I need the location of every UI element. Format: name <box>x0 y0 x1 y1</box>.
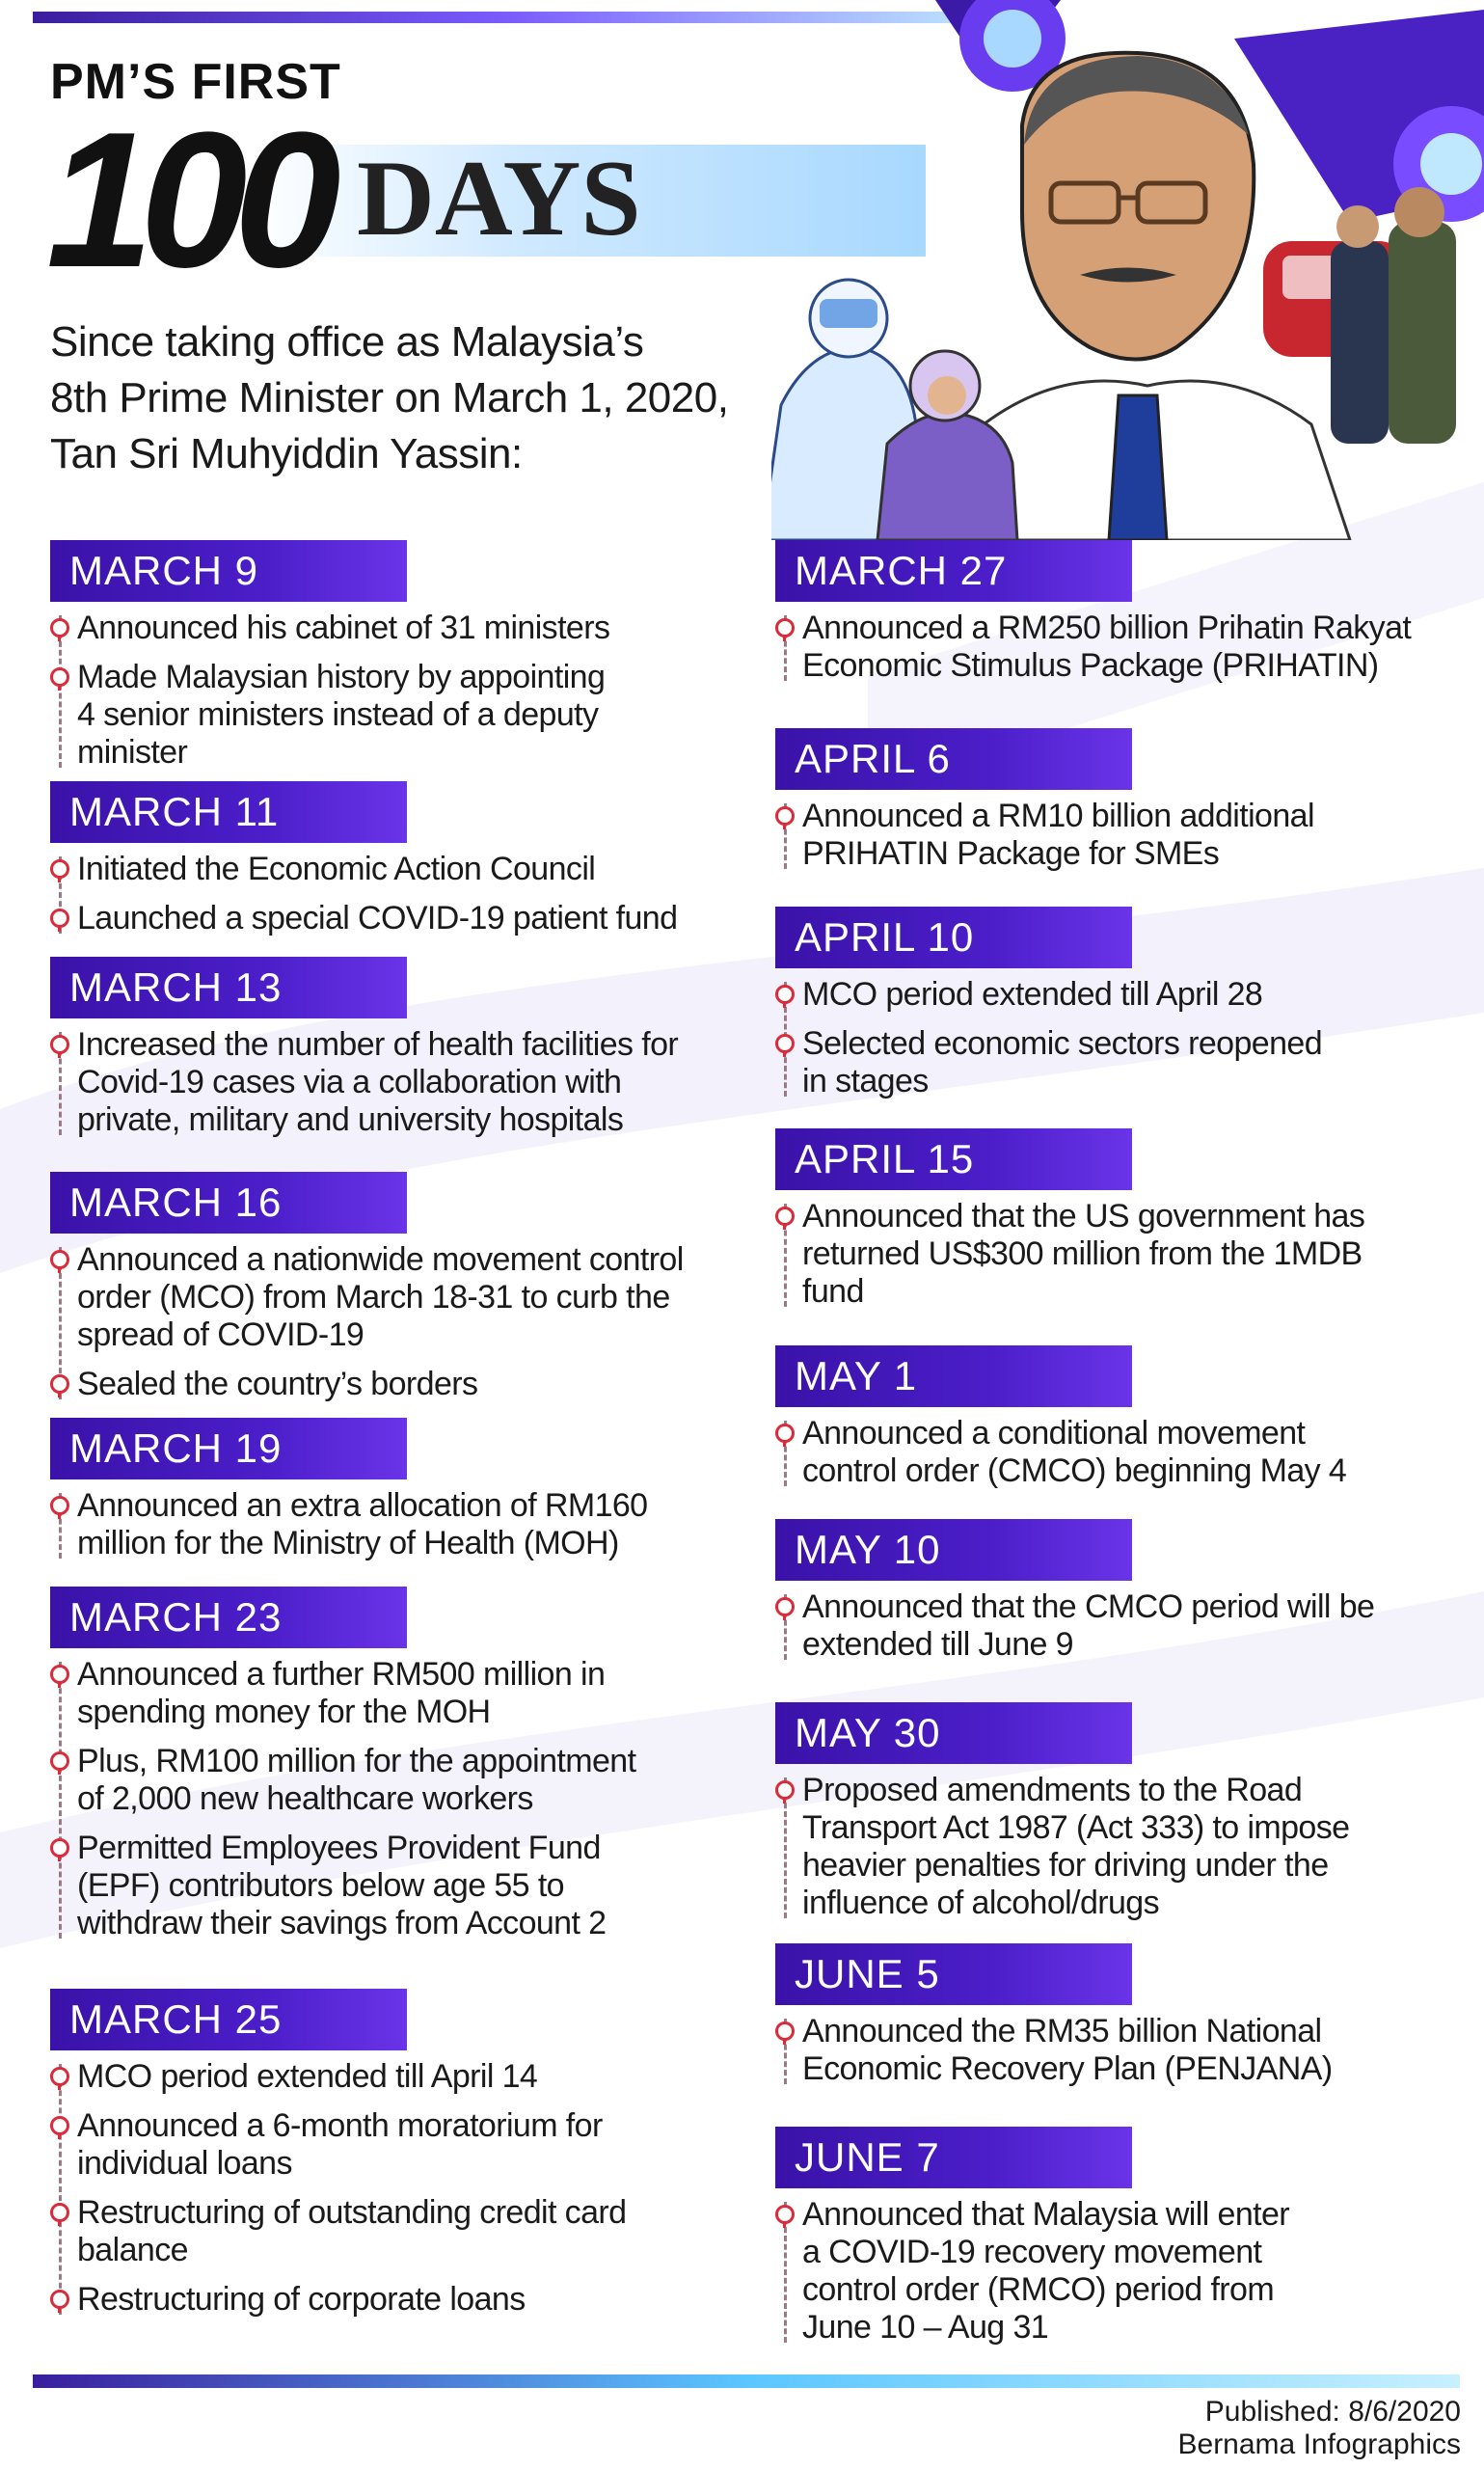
timeline-entry <box>50 1989 744 2330</box>
location-pin-icon <box>50 1665 69 1684</box>
date-label: MARCH 11 <box>50 781 407 843</box>
location-pin-icon <box>50 1035 69 1054</box>
location-pin-icon <box>50 618 69 638</box>
location-pin-icon <box>50 2116 69 2135</box>
event-text: Announced a RM10 billion additional PRIHATIN Package for SMEs <box>802 798 1314 872</box>
event-list <box>50 1234 744 1403</box>
location-pin-icon <box>775 1424 795 1443</box>
event-text: Launched a special COVID-19 patient fund <box>77 900 678 936</box>
event-list <box>775 1581 1470 1664</box>
event-text: Announced that Malaysia will enter a COVID-19 recovery movement control order (RMCO) period from June 10 – Aug 31 <box>802 2196 1290 2346</box>
published-date: Published: 8/6/2020 <box>1204 2396 1461 2428</box>
timeline-entry <box>775 1128 1470 1322</box>
event-item <box>50 851 744 888</box>
date-label: MARCH 13 <box>50 957 407 1018</box>
event-list <box>775 1407 1470 1490</box>
event-text: Proposed amendments to the Road Transport Act 1987 (Act 333) to impose heavier penalties for driving under the influence of alcohol/drugs <box>802 1772 1350 1921</box>
event-item <box>50 1026 744 1139</box>
title-small: PM’S FIRST <box>50 54 341 110</box>
date-label: MARCH 27 <box>775 540 1132 602</box>
event-item <box>775 798 1470 873</box>
timeline-entry <box>775 1519 1470 1675</box>
event-item <box>50 900 744 937</box>
event-text: Announced that the US government has returned US$300 million from the 1MDB fund <box>802 1198 1365 1310</box>
location-pin-icon <box>775 618 795 638</box>
intro-line: 8th Prime Minister on March 1, 2020, <box>50 374 729 421</box>
bottom-accent-bar <box>33 2374 1460 2388</box>
event-text: Plus, RM100 million for the appointment of 2,000 new healthcare workers <box>77 1743 636 1817</box>
date-label: MARCH 23 <box>50 1587 407 1648</box>
event-item <box>50 2194 744 2269</box>
date-label: MAY 10 <box>775 1519 1132 1581</box>
event-item <box>775 976 1470 1014</box>
location-pin-icon <box>775 1034 795 1053</box>
event-text: Announced a conditional movement control order (CMCO) beginning May 4 <box>802 1415 1347 1489</box>
date-label: MARCH 19 <box>50 1418 407 1479</box>
timeline-entry <box>775 1943 1470 2100</box>
timeline-entry <box>775 728 1470 884</box>
event-text: Announced a 6-month moratorium for individual loans <box>77 2107 603 2182</box>
event-list <box>775 602 1470 685</box>
event-item <box>50 659 744 772</box>
intro-line: Since taking office as Malaysia’s <box>50 318 644 366</box>
event-list <box>50 843 744 937</box>
event-item <box>50 1366 744 1403</box>
event-list <box>50 2050 744 2319</box>
event-list <box>775 1764 1470 1922</box>
location-pin-icon <box>50 1496 69 1515</box>
event-item <box>775 1772 1470 1922</box>
location-pin-icon <box>775 1207 795 1226</box>
event-text: MCO period extended till April 28 <box>802 976 1263 1013</box>
event-list <box>50 1648 744 1942</box>
event-item <box>775 1198 1470 1311</box>
location-pin-icon <box>50 1838 69 1858</box>
location-pin-icon <box>775 1597 795 1616</box>
event-item <box>775 1415 1470 1490</box>
location-pin-icon <box>775 1780 795 1800</box>
prime-minister-illustration <box>771 0 1484 540</box>
event-list <box>775 790 1470 873</box>
timeline-entry <box>775 1345 1470 1502</box>
event-text: Announced a further RM500 million in spending money for the MOH <box>77 1656 606 1730</box>
title-number: 100 <box>46 93 328 308</box>
date-label: JUNE 5 <box>775 1943 1132 2005</box>
location-pin-icon <box>775 2205 795 2224</box>
location-pin-icon <box>50 1250 69 1269</box>
event-item <box>775 1588 1470 1664</box>
timeline-entry <box>50 781 744 949</box>
intro-line: Tan Sri Muhyiddin Yassin: <box>50 430 523 477</box>
event-text: Sealed the country’s borders <box>77 1366 478 1402</box>
event-list <box>50 1479 744 1562</box>
event-text: Announced a RM250 billion Prihatin Rakyat Economic Stimulus Package (PRIHATIN) <box>802 610 1412 684</box>
event-text: Announced his cabinet of 31 ministers <box>77 610 610 646</box>
event-text: Announced that the CMCO period will be extended till June 9 <box>802 1588 1375 1663</box>
title-days: DAYS <box>357 139 641 258</box>
event-text: MCO period extended till April 14 <box>77 2058 538 2095</box>
location-pin-icon <box>50 1751 69 1771</box>
intro-text <box>50 314 802 482</box>
event-item <box>50 1743 744 1818</box>
event-text: Permitted Employees Provident Fund (EPF) contributors below age 55 to withdraw their savings from Account 2 <box>77 1830 607 1941</box>
date-label: APRIL 10 <box>775 907 1132 968</box>
timeline-entry <box>50 1587 744 1954</box>
location-pin-icon <box>50 667 69 687</box>
date-label: APRIL 15 <box>775 1128 1132 1190</box>
source-credit: Bernama Infographics <box>1177 2428 1461 2460</box>
location-pin-icon <box>50 1374 69 1394</box>
event-list <box>775 2188 1470 2347</box>
event-text: Increased the number of health facilities for Covid-19 cases via a collaboration with private, military and university hospitals <box>77 1026 679 1138</box>
location-pin-icon <box>50 2203 69 2222</box>
date-label: MARCH 16 <box>50 1172 407 1234</box>
location-pin-icon <box>50 909 69 928</box>
event-text: Selected economic sectors reopened in stages <box>802 1025 1323 1099</box>
timeline-entry <box>775 1702 1470 1934</box>
event-list <box>775 1190 1470 1311</box>
timeline-entry <box>50 957 744 1151</box>
timeline-entry <box>50 540 744 783</box>
event-item <box>50 1830 744 1942</box>
date-label: MAY 1 <box>775 1345 1132 1407</box>
date-label: MAY 30 <box>775 1702 1132 1764</box>
date-label: JUNE 7 <box>775 2127 1132 2188</box>
timeline-entry <box>775 540 1470 696</box>
event-item <box>50 1487 744 1562</box>
event-list <box>50 1018 744 1139</box>
event-text: Announced a nationwide movement control order (MCO) from March 18-31 to curb the spread of COVID-19 <box>77 1241 684 1353</box>
event-item <box>775 610 1470 685</box>
event-text: Initiated the Economic Action Council <box>77 851 596 887</box>
event-text: Announced the RM35 billion National Economic Recovery Plan (PENJANA) <box>802 2013 1333 2087</box>
location-pin-icon <box>775 985 795 1004</box>
location-pin-icon <box>775 2021 795 2041</box>
timeline-entry <box>775 2127 1470 2358</box>
event-item <box>50 1241 744 1354</box>
event-item <box>775 1025 1470 1100</box>
event-list <box>775 968 1470 1100</box>
event-text: Restructuring of outstanding credit card balance <box>77 2194 627 2268</box>
timeline-entry <box>50 1418 744 1574</box>
location-pin-icon <box>50 2067 69 2086</box>
event-item <box>50 2058 744 2096</box>
date-label: MARCH 9 <box>50 540 407 602</box>
event-item <box>50 610 744 647</box>
event-text: Restructuring of corporate loans <box>77 2281 526 2318</box>
timeline-entry <box>50 1172 744 1415</box>
date-label: APRIL 6 <box>775 728 1132 790</box>
timeline-entry <box>775 907 1470 1112</box>
event-list <box>775 2005 1470 2088</box>
location-pin-icon <box>50 859 69 879</box>
event-item <box>775 2196 1470 2347</box>
event-item <box>50 2281 744 2319</box>
location-pin-icon <box>775 806 795 826</box>
event-item <box>50 1656 744 1731</box>
event-list <box>50 602 744 772</box>
event-text: Announced an extra allocation of RM160 million for the Ministry of Health (MOH) <box>77 1487 648 1561</box>
date-label: MARCH 25 <box>50 1989 407 2050</box>
credit-block <box>1178 2396 1462 2461</box>
location-pin-icon <box>50 2290 69 2309</box>
event-text: Made Malaysian history by appointing 4 senior ministers instead of a deputy minister <box>77 659 606 771</box>
event-item <box>775 2013 1470 2088</box>
event-item <box>50 2107 744 2183</box>
